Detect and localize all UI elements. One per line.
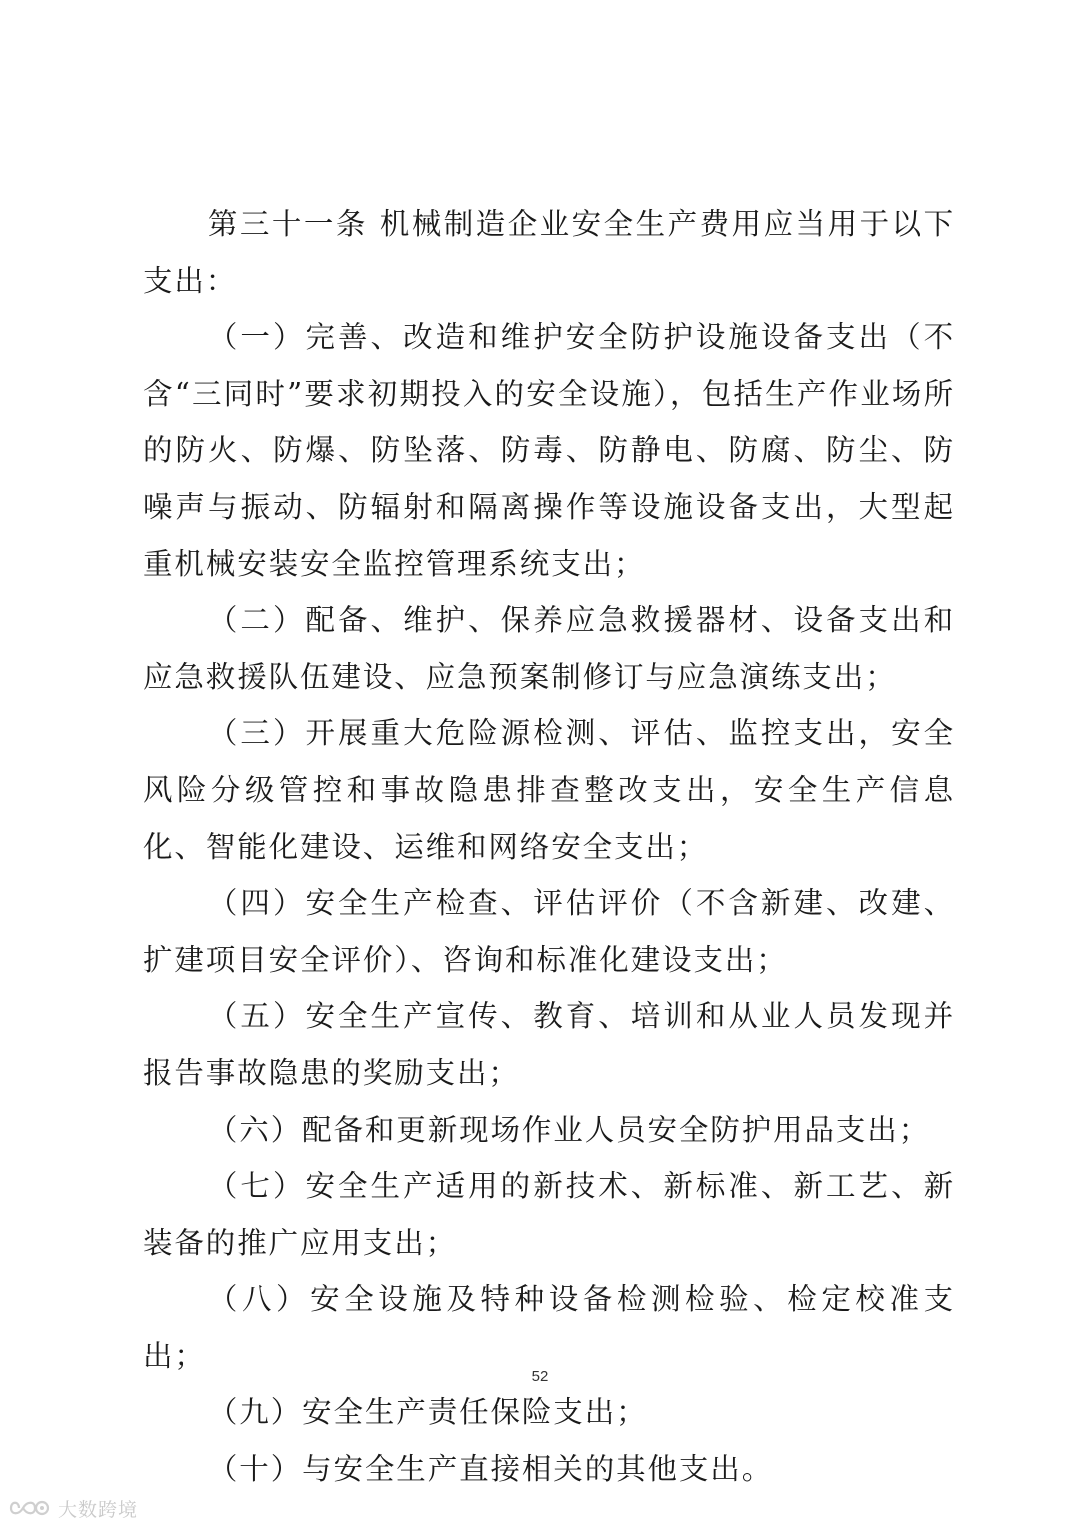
article-item-10: （十）与安全生产直接相关的其他支出。	[207, 1452, 774, 1487]
article-item-7: （七）安全生产适用的新技术、新标准、新工艺、新装备的推广应用支出；	[143, 1169, 955, 1260]
article-item-3: （三）开展重大危险源检测、评估、监控支出，安全风险分级管控和事故隐患排查整改支出，安全生产信息化、智能化建设、运维和网络安全支出；	[143, 716, 955, 864]
article-item-9: （九）安全生产责任保险支出；	[207, 1395, 648, 1430]
article-body	[143, 196, 955, 1498]
article-item-4: （四）安全生产检查、评估评价（不含新建、改建、扩建项目安全评价）、咨询和标准化建设支出；	[143, 886, 955, 977]
infinity-logo-icon	[8, 1497, 52, 1519]
article-item-1: （一）完善、改造和维护安全防护设施设备支出（不含“三同时”要求初期投入的安全设施），包括生产作业场所的防火、防爆、防坠落、防毒、防静电、防腐、防尘、防噪声与振动、防辐射和隔离操作等设施设备支出，大型起重机械安装安全监控管理系统支出；	[143, 320, 955, 581]
watermark	[8, 1494, 138, 1522]
watermark-text: 大数跨境	[58, 1498, 139, 1521]
article-item-6: （六）配备和更新现场作业人员安全防护用品支出；	[207, 1112, 931, 1147]
page-number: 52	[531, 1368, 549, 1385]
article-heading-paragraph: 第三十一条 机械制造企业安全生产费用应当用于以下支出：	[143, 207, 955, 298]
article-item-2: （二）配备、维护、保养应急救援器材、设备支出和应急救援队伍建设、应急预案制修订与应急演练支出；	[143, 603, 955, 694]
article-item-5: （五）安全生产宣传、教育、培训和从业人员发现并报告事故隐患的奖励支出；	[143, 999, 955, 1090]
article-item-8: （八）安全设施及特种设备检测检验、检定校准支出；	[143, 1282, 955, 1373]
